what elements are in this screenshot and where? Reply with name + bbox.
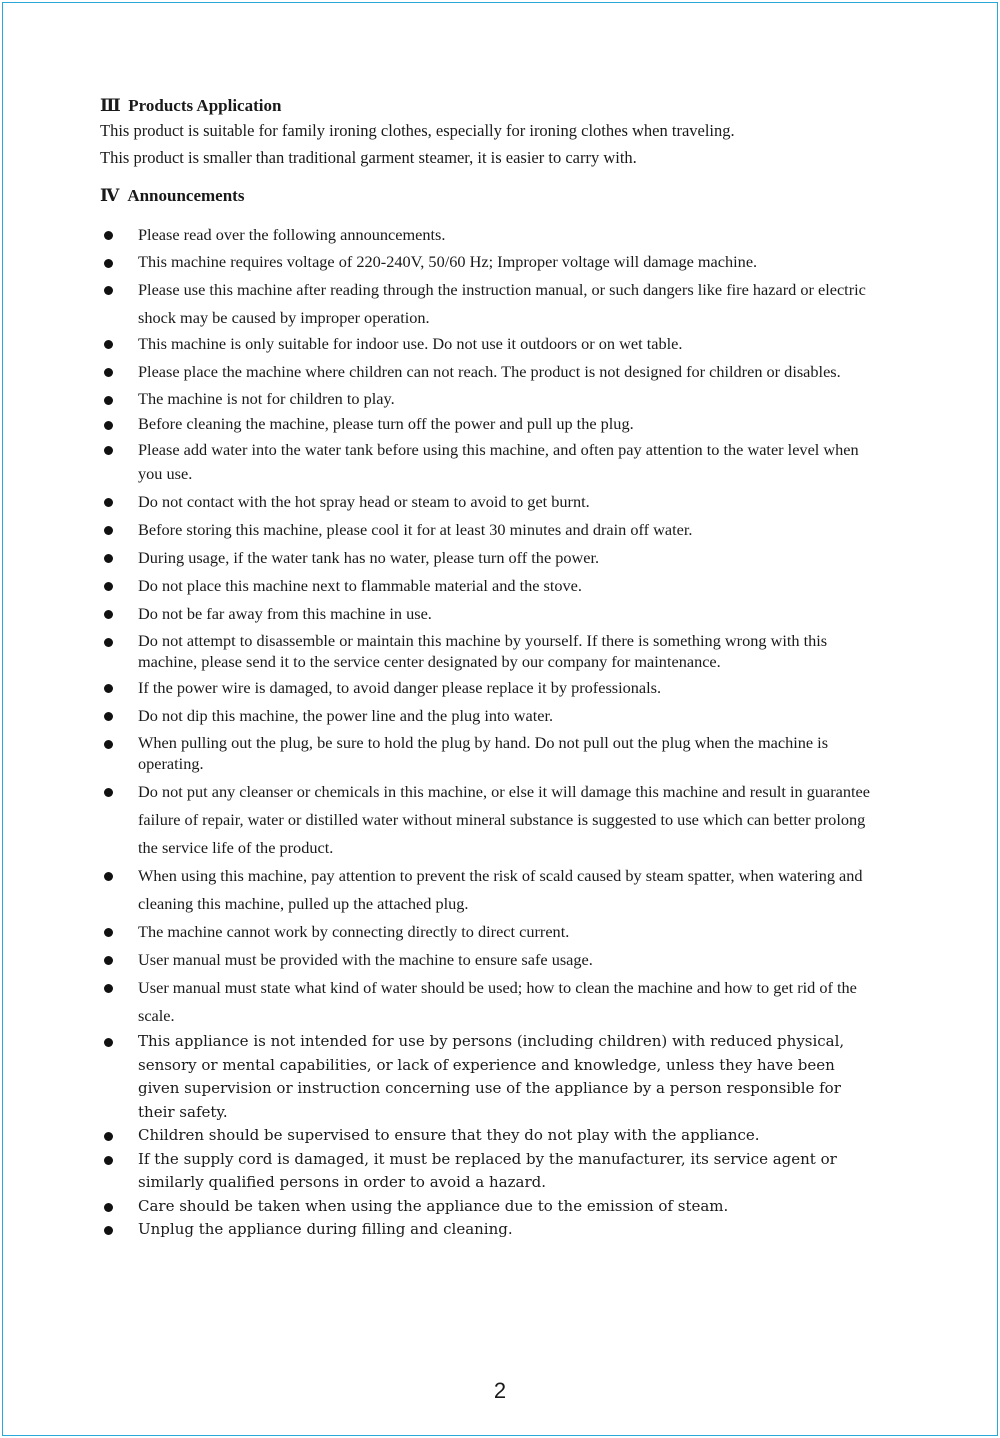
bullet-icon (104, 788, 113, 797)
list-item: Do not be far away from this machine in use. (100, 602, 870, 626)
bullet-icon (104, 872, 113, 881)
list-item: Do not place this machine next to flammable material and the stove. (100, 574, 870, 598)
list-item: This machine is only suitable for indoor use. Do not use it outdoors or on wet table. (100, 332, 870, 356)
bullet-icon (104, 286, 113, 295)
bullet-icon (104, 1038, 113, 1047)
announcement-list (100, 223, 870, 1242)
list-item: Please add water into the water tank before using this machine, and often pay attention to the water level when you use. (100, 438, 870, 486)
bullet-icon (104, 1156, 113, 1165)
section-number: Ⅳ (100, 186, 120, 205)
bullet-icon (104, 956, 113, 965)
list-item: Do not contact with the hot spray head or steam to avoid to get burnt. (100, 490, 870, 514)
paragraph-line: This product is smaller than traditional garment steamer, it is easier to carry with. (100, 148, 637, 167)
list-item: Please use this machine after reading through the instruction manual, or such dangers like fire hazard or electric shock may be caused by improper operation. (100, 276, 870, 332)
bullet-icon (104, 259, 113, 268)
bullet-icon (104, 928, 113, 937)
list-item: This machine requires voltage of 220-240V, 50/60 Hz; Improper voltage will damage machine. (100, 251, 870, 272)
list-item: Before storing this machine, please cool it for at least 30 minutes and drain off water. (100, 518, 870, 542)
list-item: Unplug the appliance during filling and cleaning. (100, 1218, 870, 1242)
bullet-icon (104, 526, 113, 535)
list-item: When pulling out the plug, be sure to hold the plug by hand. Do not pull out the plug when the machine is operating. (100, 732, 870, 774)
section-heading-products-application (100, 95, 870, 117)
document-content (100, 95, 870, 1242)
bullet-icon (104, 231, 113, 240)
bullet-icon (104, 446, 113, 455)
bullet-icon (104, 740, 113, 749)
bullet-icon (104, 582, 113, 591)
section-heading-announcements (100, 185, 870, 207)
list-item: This appliance is not intended for use by persons (including children) with reduced physical, sensory or mental capabilities, or lack of experience and knowledge, unless they have been given supervision or instruction concerning use of the appliance by a person responsible for their safety. (100, 1030, 870, 1124)
list-item: User manual must state what kind of water should be used; how to clean the machine and how to get rid of the scale. (100, 974, 870, 1030)
list-item: The machine is not for children to play. (100, 388, 870, 409)
list-item: User manual must be provided with the machine to ensure safe usage. (100, 946, 870, 974)
list-item: Do not attempt to disassemble or maintain this machine by yourself. If there is something wrong with this machine, please send it to the service center designated by our company for maintenance. (100, 630, 870, 672)
bullet-icon (104, 638, 113, 647)
bullet-icon (104, 1132, 113, 1141)
list-item: If the power wire is damaged, to avoid danger please replace it by professionals. (100, 676, 870, 700)
bullet-icon (104, 1226, 113, 1235)
bullet-icon (104, 554, 113, 563)
list-item: Children should be supervised to ensure that they do not play with the appliance. (100, 1124, 870, 1148)
page-number: 2 (493, 1378, 507, 1403)
list-item: If the supply cord is damaged, it must be replaced by the manufacturer, its service agent or similarly qualified persons in order to avoid a hazard. (100, 1148, 870, 1195)
list-item: Please read over the following announcements. (100, 223, 870, 247)
bullet-icon (104, 498, 113, 507)
list-item: When using this machine, pay attention to prevent the risk of scald caused by steam spatter, when watering and cleaning this machine, pulled up the attached plug. (100, 862, 870, 918)
list-item: During usage, if the water tank has no water, please turn off the power. (100, 546, 870, 570)
bullet-icon (104, 684, 113, 693)
list-item: Do not dip this machine, the power line and the plug into water. (100, 704, 870, 728)
bullet-icon (104, 421, 113, 430)
list-item: Do not put any cleanser or chemicals in this machine, or else it will damage this machine and result in guarantee failure of repair, water or distilled water without mineral substance is suggested to use which can better prolong the service life of the product. (100, 778, 870, 862)
list-item: Before cleaning the machine, please turn off the power and pull up the plug. (100, 413, 870, 434)
list-item: The machine cannot work by connecting directly to direct current. (100, 918, 870, 946)
bullet-icon (104, 610, 113, 619)
bullet-icon (104, 368, 113, 377)
bullet-icon (104, 712, 113, 721)
list-item: Care should be taken when using the appliance due to the emission of steam. (100, 1195, 870, 1219)
list-item: Please place the machine where children can not reach. The product is not designed for children or disables. (100, 360, 870, 384)
section-title: Announcements (127, 186, 245, 205)
section-number: Ⅲ (100, 96, 121, 115)
bullet-icon (104, 340, 113, 349)
bullet-icon (104, 984, 113, 993)
bullet-icon (104, 1203, 113, 1212)
paragraph-line: This product is suitable for family ironing clothes, especially for ironing clothes when traveling. (100, 121, 735, 140)
bullet-icon (104, 396, 113, 405)
section-title: Products Application (128, 96, 282, 115)
